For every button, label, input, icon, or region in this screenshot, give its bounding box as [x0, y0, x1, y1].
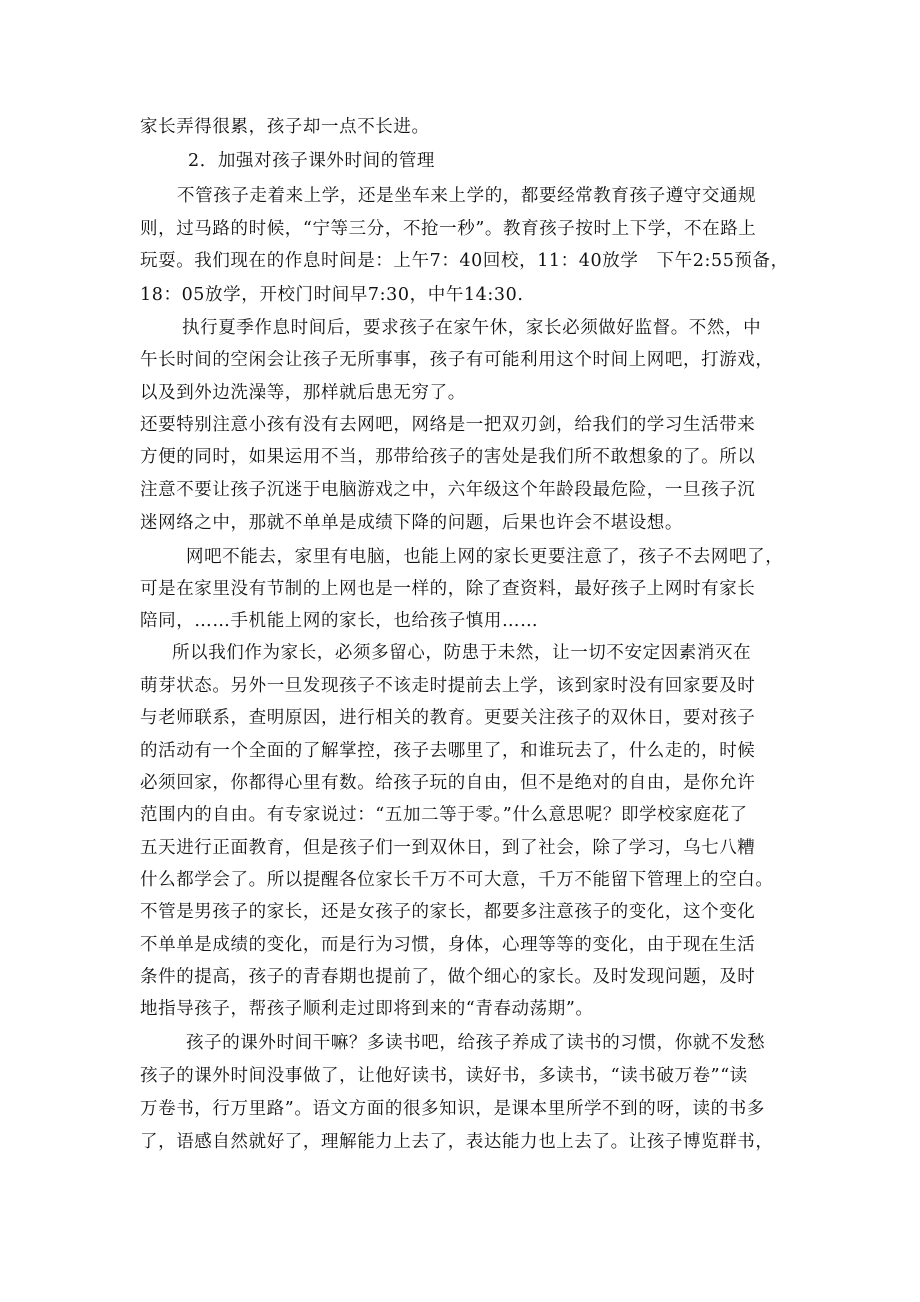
text-line: 不单单是成绩的变化，而是行为习惯，身体，心理等等的变化，由于现在生活	[140, 935, 756, 955]
text-line: 方便的同时，如果运用不当，那带给孩子的害处是我们所不敢想象的了。所以	[140, 447, 756, 467]
text-line: 执行夏季作息时间后，要求孩子在家午休，家长必须做好监督。不然，中	[182, 318, 762, 338]
text-line: 以及到外边洗澡等，那样就后患无穷了。	[140, 383, 466, 403]
text-line: 还要特别注意小孩有没有去网吧，网络是一把双刃剑，给我们的学习生活带来	[140, 415, 756, 435]
text-line: 五天进行正面教育，但是孩子们一到双休日，到了社会，除了学习，乌七八糟	[140, 838, 756, 858]
text-line: 可是在家里没有节制的上网也是一样的，除了查资料，最好孩子上网时有家长	[140, 579, 756, 599]
text-line: 家长弄得很累，孩子却一点不长进。	[140, 117, 430, 137]
text-line: 萌芽状态。另外一旦发现孩子不该走时提前去上学，该到家时没有回家要及时	[140, 676, 756, 696]
text-line: 则，过马路的时候，“宁等三分，不抢一秒”。教育孩子按时上下学，不在路上	[140, 219, 757, 239]
text-line: 的活动有一个全面的了解掌控，孩子去哪里了，和谁玩去了，什么走的，时候	[140, 741, 756, 761]
text-line: 了，语感自然就好了，理解能力上去了，表达能力也上去了。让孩子博览群书，	[140, 1132, 774, 1152]
section-heading: 2．加强对孩子课外时间的管理	[188, 151, 436, 171]
text-line: 孩子的课外时间没事做了，让他好读书，读好书，多读书，“读书破万卷”“读	[140, 1066, 748, 1086]
text-line: 18：05放学，开校门时间早7:30，中午14:30.	[140, 285, 524, 305]
text-line: 范围内的自由。有专家说过：“五加二等于零。”什么意思呢？即学校家庭花了	[140, 805, 748, 825]
text-line: 注意不要让孩子沉迷于电脑游戏之中，六年级这个年龄段最危险，一旦孩子沉	[140, 480, 756, 500]
text-line: 陪同，……手机能上网的家长，也给孩子慎用……	[140, 611, 539, 631]
text-line: 午长时间的空闲会让孩子无所事事，孩子有可能利用这个时间上网吧，打游戏，	[140, 350, 774, 370]
text-line: 什么都学会了。所以提醒各位家长千万不可大意，千万不能留下管理上的空白。	[140, 870, 774, 890]
text-line: 地指导孩子，帮孩子顺利走过即将到来的“青春动荡期”。	[140, 999, 594, 1019]
text-line: 所以我们作为家长，必须多留心，防患于未然，让一切不安定因素消灭在	[172, 643, 752, 663]
text-line: 与老师联系，查明原因，进行相关的教育。更要关注孩子的双休日，要对孩子	[140, 708, 756, 728]
text-line: 迷网络之中，那就不单单是成绩下降的问题，后果也许会不堪设想。	[140, 513, 683, 533]
text-line: 孩子的课外时间干嘛？多读书吧，给孩子养成了读书的习惯，你就不发愁	[186, 1033, 766, 1053]
text-line: 不管孩子走着来上学，还是坐车来上学的，都要经常教育孩子遵守交通规	[177, 186, 757, 206]
text-line: 不管是男孩子的家长，还是女孩子的家长，都要多注意孩子的变化，这个变化	[140, 902, 756, 922]
text-line: 条件的提高，孩子的青春期也提前了，做个细心的家长。及时发现问题，及时	[140, 967, 756, 987]
text-line: 玩耍。我们现在的作息时间是：上午7：40回校，11：40放学 下午2:55预备，	[140, 251, 789, 271]
text-line: 网吧不能去，家里有电脑，也能上网的家长更要注意了，孩子不去网吧了，	[186, 547, 784, 567]
text-line: 万卷书，行万里路”。语文方面的很多知识，是课本里所学不到的呀，读的书多	[140, 1099, 765, 1119]
text-line: 必须回家，你都得心里有数。给孩子玩的自由，但不是绝对的自由，是你允许	[140, 773, 756, 793]
